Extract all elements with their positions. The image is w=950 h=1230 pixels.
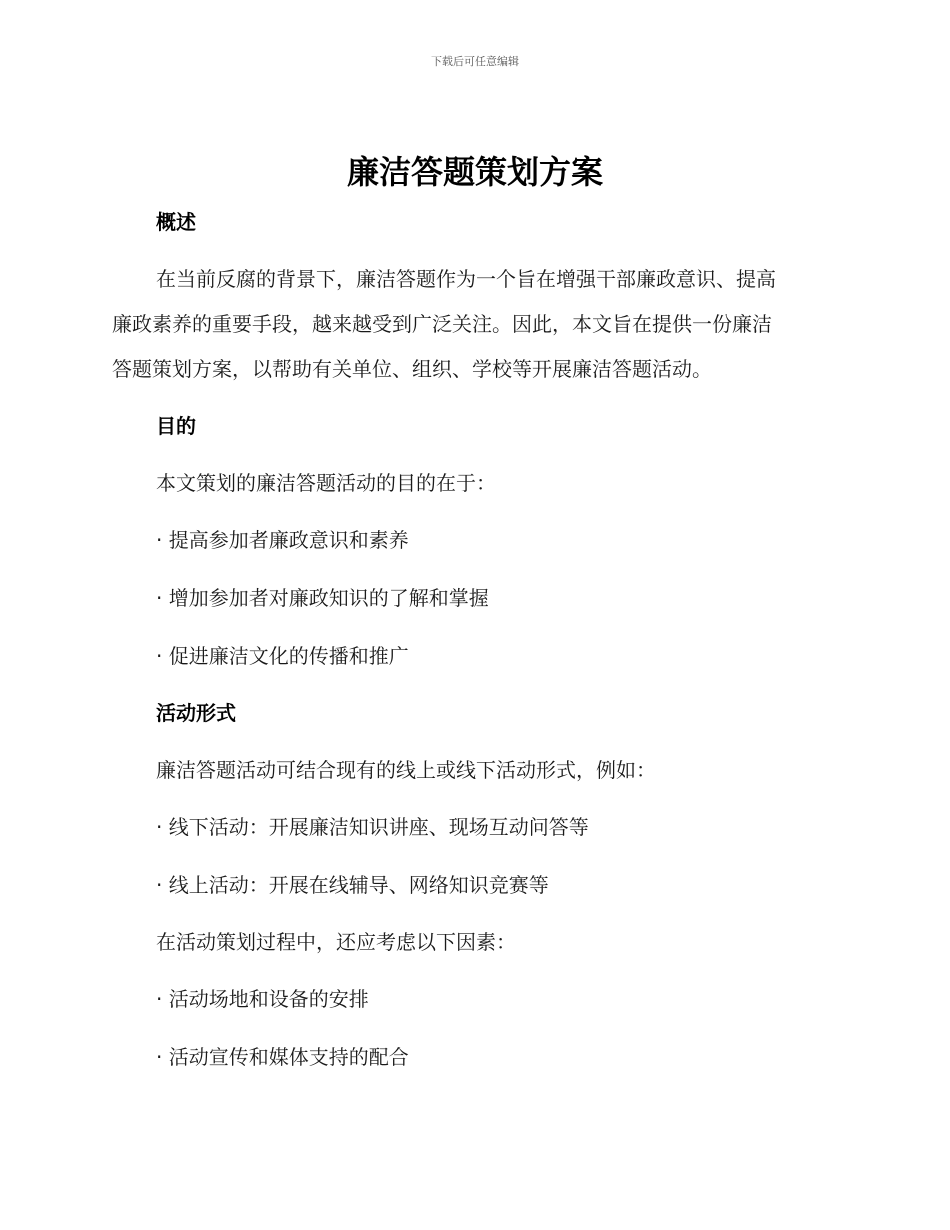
purpose-intro: 本文策划的廉洁答题活动的目的在于：: [156, 471, 496, 495]
overview-paragraph-line-1: 在当前反腐的背景下，廉洁答题作为一个旨在增强干部廉政意识、提高: [156, 267, 776, 291]
section-heading-format: 活动形式: [156, 701, 236, 725]
format-bullet-online: · 线上活动：开展在线辅导、网络知识竞赛等: [156, 873, 549, 897]
consideration-bullet-venue: · 活动场地和设备的安排: [156, 987, 369, 1011]
section-heading-overview: 概述: [156, 210, 196, 234]
overview-paragraph-line-3: 答题策划方案，以帮助有关单位、组织、学校等开展廉洁答题活动。: [112, 357, 712, 381]
purpose-bullet-3: · 促进廉洁文化的传播和推广: [156, 644, 409, 668]
overview-paragraph-line-2: 廉政素养的重要手段，越来越受到广泛关注。因此，本文旨在提供一份廉洁: [112, 312, 772, 336]
purpose-bullet-1: · 提高参加者廉政意识和素养: [156, 528, 409, 552]
considerations-intro: 在活动策划过程中，还应考虑以下因素：: [156, 930, 516, 954]
format-intro: 廉洁答题活动可结合现有的线上或线下活动形式，例如：: [156, 758, 656, 782]
section-heading-purpose: 目的: [156, 414, 196, 438]
header-note: 下载后可任意编辑: [431, 55, 519, 68]
consideration-bullet-publicity: · 活动宣传和媒体支持的配合: [156, 1045, 409, 1069]
format-bullet-offline: · 线下活动：开展廉洁知识讲座、现场互动问答等: [156, 815, 589, 839]
document-title: 廉洁答题策划方案: [346, 153, 603, 191]
purpose-bullet-2: · 增加参加者对廉政知识的了解和掌握: [156, 586, 489, 610]
